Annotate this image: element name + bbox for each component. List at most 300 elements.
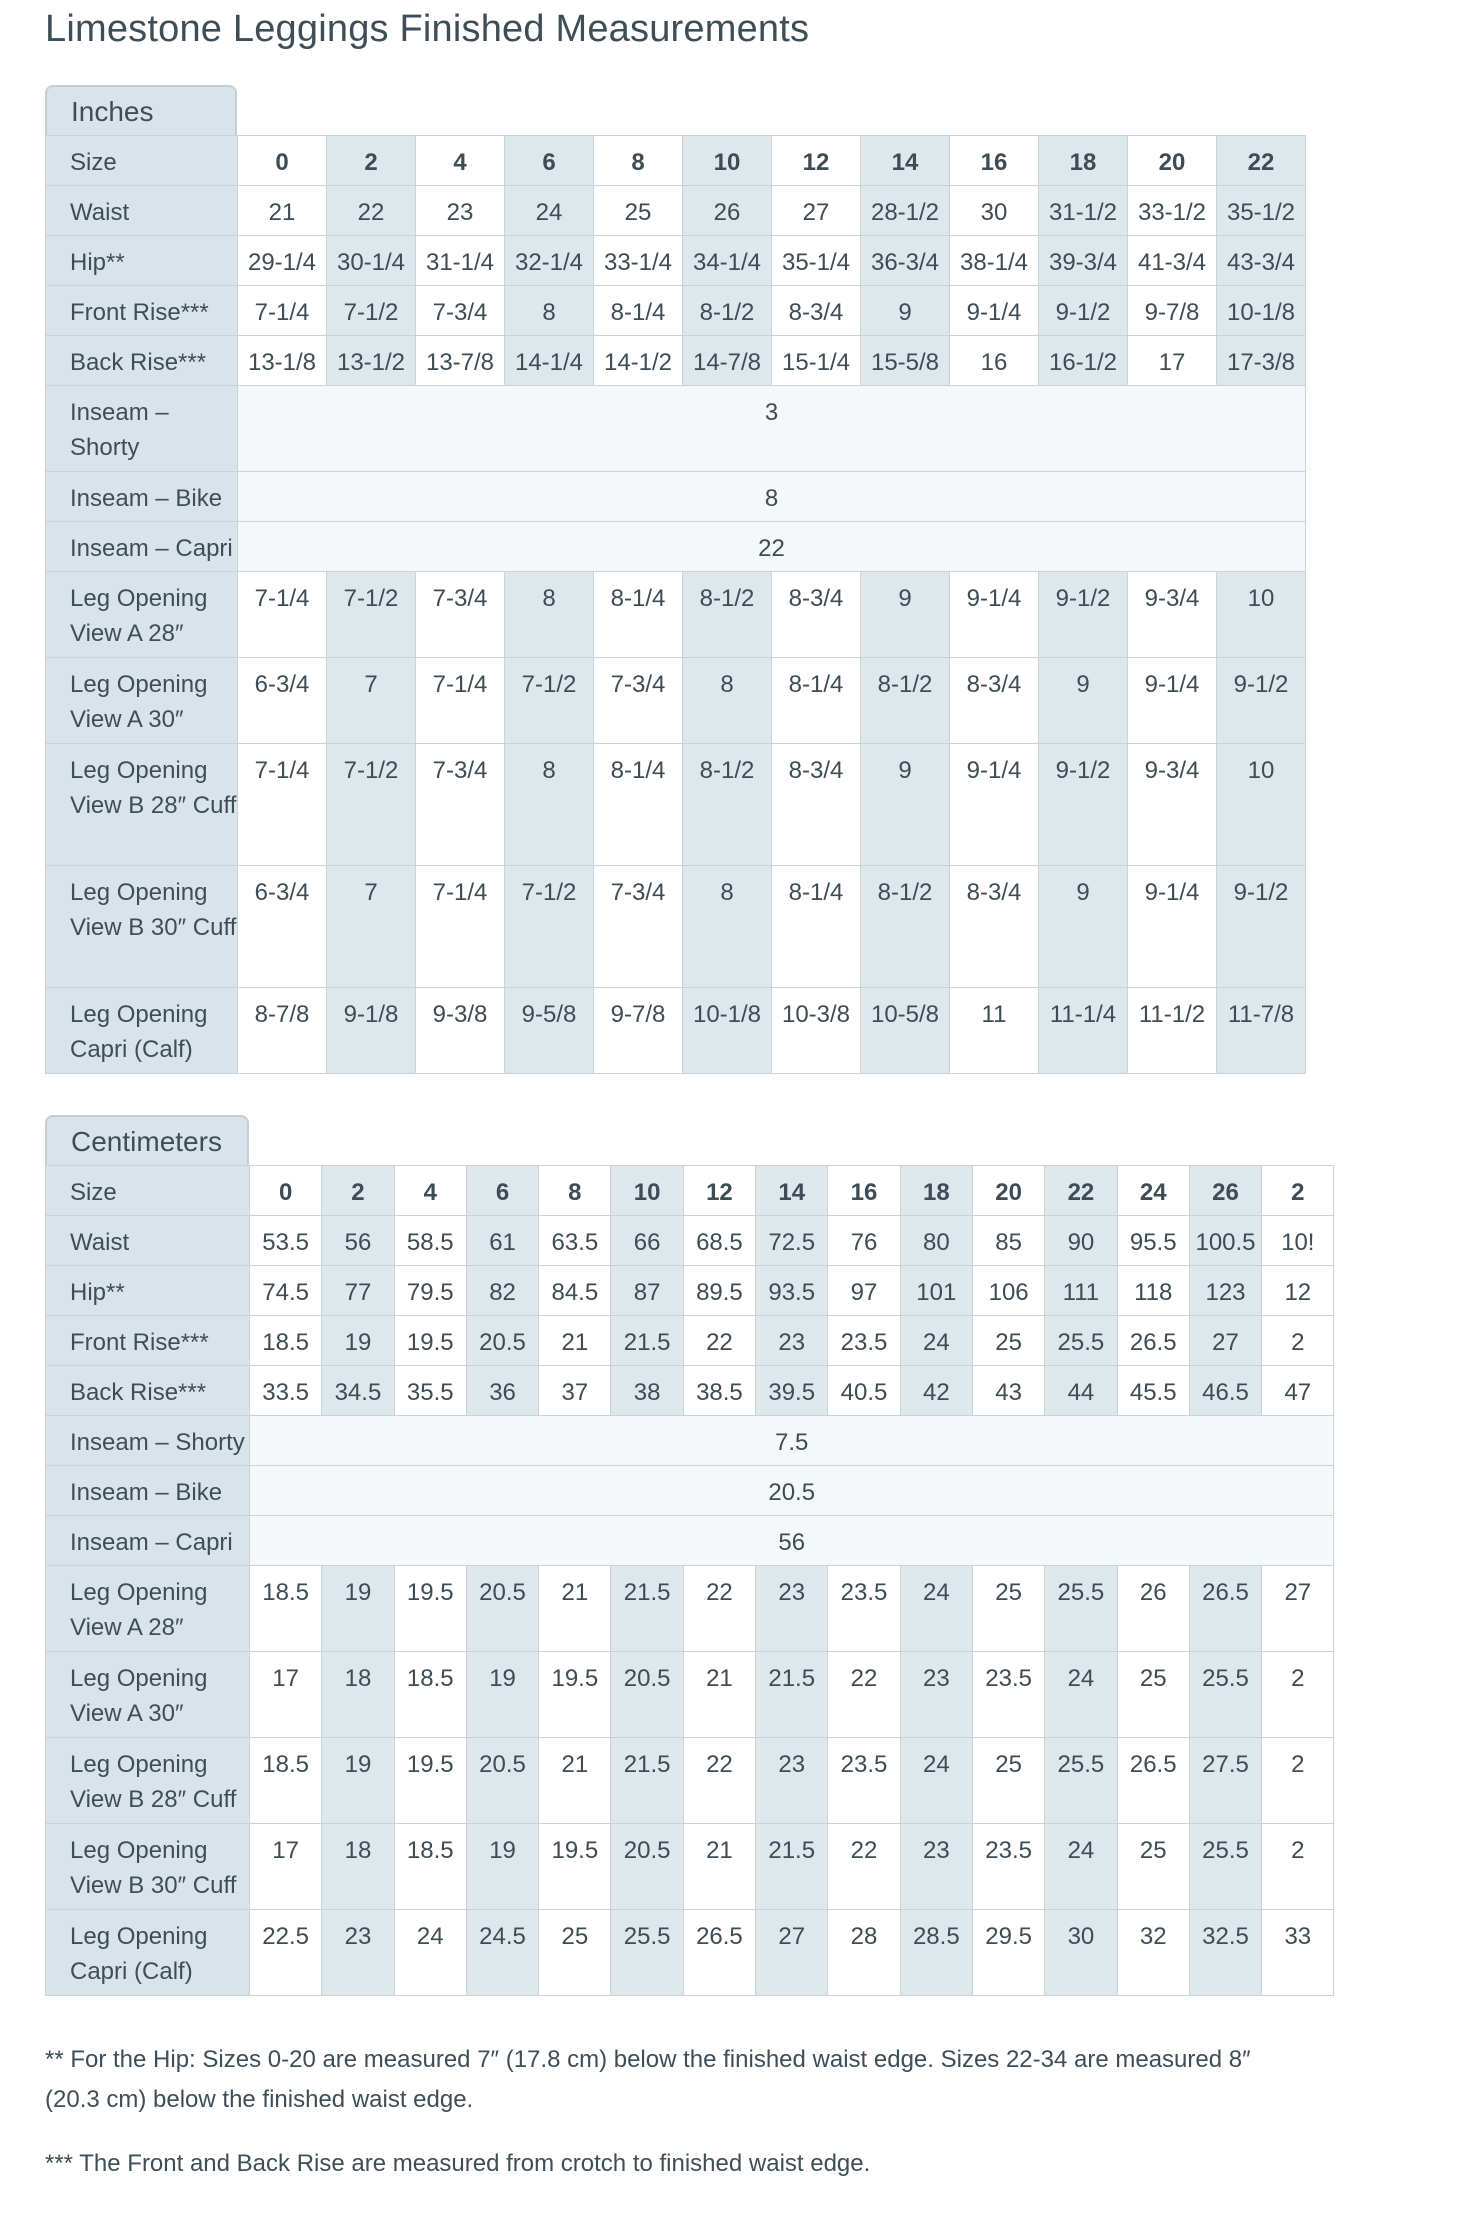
table-cell: 8 <box>505 572 594 658</box>
table-cell: 23 <box>416 186 505 236</box>
centimeters-row-leg-opening-capri-calf <box>46 1910 1334 1996</box>
table-cell: 9 <box>861 572 950 658</box>
inches-row-hip <box>46 236 1306 286</box>
table-cell: 17 <box>250 1824 322 1910</box>
inches-row-inseam-shorty <box>46 386 1306 472</box>
table-cell: 32-1/4 <box>505 236 594 286</box>
inches-table <box>45 135 1306 1074</box>
table-cell: 10-5/8 <box>861 988 950 1074</box>
table-cell: 24.5 <box>466 1910 538 1996</box>
inches-row-size <box>46 136 1306 186</box>
table-cell: 8 <box>539 1166 611 1216</box>
hip-footnote: ** For the Hip: Sizes 0-20 are measured 7″ (17.8 cm) below the finished waist edge. Sizes 22-34 are measured 8″ (20.3 cm) below the finished waist edge. <box>45 2046 1251 2113</box>
table-cell: 8-1/2 <box>683 744 772 866</box>
table-cell: 23.5 <box>972 1824 1044 1910</box>
table-cell: 61 <box>466 1216 538 1266</box>
table-cell: 90 <box>1045 1216 1117 1266</box>
row-label: Leg Opening View A 30″ <box>46 658 238 744</box>
centimeters-row-inseam-bike <box>46 1466 1334 1516</box>
table-cell: 8-3/4 <box>772 286 861 336</box>
table-cell: 9-5/8 <box>505 988 594 1074</box>
centimeters-row-waist <box>46 1216 1334 1266</box>
table-cell: 26.5 <box>1117 1738 1189 1824</box>
table-cell: 25 <box>594 186 683 236</box>
table-cell: 25.5 <box>1045 1738 1117 1824</box>
table-cell: 22 <box>238 522 1306 572</box>
table-cell: 13-1/2 <box>327 336 416 386</box>
table-cell: 19 <box>466 1652 538 1738</box>
inches-row-inseam-bike <box>46 472 1306 522</box>
table-cell: 31-1/2 <box>1039 186 1128 236</box>
row-label: Leg Opening View B 30″ Cuff <box>46 1824 250 1910</box>
table-cell: 23 <box>756 1566 828 1652</box>
table-cell: 8-1/2 <box>861 866 950 988</box>
table-cell: 30 <box>950 186 1039 236</box>
table-cell: 8-3/4 <box>772 572 861 658</box>
table-cell: 22 <box>327 186 416 236</box>
table-cell: 9 <box>861 744 950 866</box>
table-cell: 24 <box>1045 1824 1117 1910</box>
table-cell: 28.5 <box>900 1910 972 1996</box>
table-cell: 2 <box>1262 1652 1334 1738</box>
table-cell: 76 <box>828 1216 900 1266</box>
row-label: Hip** <box>46 1266 250 1316</box>
table-cell: 19.5 <box>539 1652 611 1738</box>
table-cell: 25 <box>1117 1652 1189 1738</box>
table-cell: 23 <box>900 1652 972 1738</box>
table-cell: 10-1/8 <box>1217 286 1306 336</box>
table-cell: 118 <box>1117 1266 1189 1316</box>
table-cell: 85 <box>972 1216 1044 1266</box>
row-label: Back Rise*** <box>46 1366 250 1416</box>
table-cell: 7-1/4 <box>416 866 505 988</box>
table-cell: 25.5 <box>1189 1824 1261 1910</box>
table-cell: 43 <box>972 1366 1044 1416</box>
table-cell: 20 <box>1128 136 1217 186</box>
table-cell: 8 <box>594 136 683 186</box>
table-cell: 33-1/4 <box>594 236 683 286</box>
table-cell: 8-1/4 <box>594 572 683 658</box>
table-cell: 23 <box>756 1316 828 1366</box>
table-cell: 68.5 <box>683 1216 755 1266</box>
table-cell: 33 <box>1262 1910 1334 1996</box>
table-cell: 17 <box>1128 336 1217 386</box>
table-cell: 10-1/8 <box>683 988 772 1074</box>
table-cell: 106 <box>972 1266 1044 1316</box>
centimeters-row-leg-opening-view-a-30 <box>46 1652 1334 1738</box>
table-cell: 18.5 <box>250 1566 322 1652</box>
table-cell: 34-1/4 <box>683 236 772 286</box>
rise-footnote: *** The Front and Back Rise are measured from crotch to finished waist edge. <box>45 2150 871 2177</box>
table-cell: 23 <box>322 1910 394 1996</box>
table-cell: 6 <box>466 1166 538 1216</box>
table-cell: 7-1/4 <box>416 658 505 744</box>
table-cell: 47 <box>1262 1366 1334 1416</box>
table-cell: 2 <box>1262 1824 1334 1910</box>
table-cell: 9-1/4 <box>950 744 1039 866</box>
table-cell: 11-7/8 <box>1217 988 1306 1074</box>
table-cell: 89.5 <box>683 1266 755 1316</box>
table-cell: 8-1/2 <box>683 572 772 658</box>
table-cell: 19 <box>322 1566 394 1652</box>
table-cell: 23 <box>756 1738 828 1824</box>
table-cell: 7-1/2 <box>327 572 416 658</box>
table-cell: 23.5 <box>828 1316 900 1366</box>
table-cell: 21 <box>539 1738 611 1824</box>
table-cell: 21.5 <box>611 1738 683 1824</box>
inches-row-inseam-capri <box>46 522 1306 572</box>
table-cell: 27 <box>1262 1566 1334 1652</box>
row-label: Leg Opening Capri (Calf) <box>46 1910 250 1996</box>
table-cell: 22 <box>828 1824 900 1910</box>
table-cell: 43-3/4 <box>1217 236 1306 286</box>
row-label: Waist <box>46 1216 250 1266</box>
table-cell: 9-3/4 <box>1128 744 1217 866</box>
table-cell: 26.5 <box>1189 1566 1261 1652</box>
table-cell: 7-1/2 <box>505 658 594 744</box>
table-cell: 8-7/8 <box>238 988 327 1074</box>
table-cell: 20.5 <box>466 1566 538 1652</box>
table-cell: 22 <box>683 1738 755 1824</box>
table-cell: 11-1/4 <box>1039 988 1128 1074</box>
table-cell: 21.5 <box>611 1316 683 1366</box>
table-cell: 25.5 <box>1045 1316 1117 1366</box>
table-cell: 26 <box>1189 1166 1261 1216</box>
table-cell: 21 <box>683 1824 755 1910</box>
table-cell: 8-1/4 <box>594 286 683 336</box>
table-cell: 8 <box>505 286 594 336</box>
centimeters-row-inseam-capri <box>46 1516 1334 1566</box>
table-cell: 2 <box>327 136 416 186</box>
table-cell: 12 <box>1262 1266 1334 1316</box>
table-cell: 7-1/4 <box>238 286 327 336</box>
table-cell: 63.5 <box>539 1216 611 1266</box>
table-cell: 8 <box>505 744 594 866</box>
table-cell: 19 <box>322 1316 394 1366</box>
table-cell: 21.5 <box>611 1566 683 1652</box>
table-cell: 15-5/8 <box>861 336 950 386</box>
table-cell: 11-1/2 <box>1128 988 1217 1074</box>
table-cell: 3 <box>238 386 1306 472</box>
table-cell: 19.5 <box>394 1566 466 1652</box>
table-cell: 28-1/2 <box>861 186 950 236</box>
table-cell: 123 <box>1189 1266 1261 1316</box>
table-cell: 33-1/2 <box>1128 186 1217 236</box>
table-cell: 32 <box>1117 1910 1189 1996</box>
table-cell: 10-3/8 <box>772 988 861 1074</box>
inches-row-leg-opening-view-a-28 <box>46 572 1306 658</box>
table-cell: 26.5 <box>683 1910 755 1996</box>
table-cell: 38-1/4 <box>950 236 1039 286</box>
centimeters-row-leg-opening-view-b-30-cuff <box>46 1824 1334 1910</box>
table-cell: 18 <box>900 1166 972 1216</box>
table-cell: 31-1/4 <box>416 236 505 286</box>
table-cell: 15-1/4 <box>772 336 861 386</box>
table-cell: 20.5 <box>466 1316 538 1366</box>
table-cell: 13-7/8 <box>416 336 505 386</box>
table-cell: 20 <box>972 1166 1044 1216</box>
row-label: Front Rise*** <box>46 286 238 336</box>
table-cell: 39.5 <box>756 1366 828 1416</box>
table-cell: 2 <box>1262 1166 1334 1216</box>
footnotes <box>45 2040 1305 2208</box>
table-cell: 56 <box>250 1516 1334 1566</box>
table-cell: 9-1/2 <box>1039 572 1128 658</box>
table-cell: 7-3/4 <box>594 658 683 744</box>
centimeters-row-hip <box>46 1266 1334 1316</box>
table-cell: 26 <box>1117 1566 1189 1652</box>
table-cell: 23.5 <box>828 1566 900 1652</box>
table-cell: 22 <box>683 1566 755 1652</box>
table-cell: 4 <box>394 1166 466 1216</box>
row-label: Leg Opening View A 30″ <box>46 1652 250 1738</box>
table-cell: 77 <box>322 1266 394 1316</box>
table-cell: 27 <box>756 1910 828 1996</box>
table-cell: 24 <box>900 1316 972 1366</box>
table-cell: 25.5 <box>611 1910 683 1996</box>
table-cell: 2 <box>1262 1738 1334 1824</box>
table-cell: 16 <box>950 336 1039 386</box>
table-cell: 7-3/4 <box>416 572 505 658</box>
table-cell: 9-1/4 <box>1128 866 1217 988</box>
table-cell: 24 <box>900 1738 972 1824</box>
table-cell: 97 <box>828 1266 900 1316</box>
inches-section <box>45 85 1305 1074</box>
row-label: Inseam – Capri <box>46 1516 250 1566</box>
row-label: Inseam – Bike <box>46 472 238 522</box>
centimeters-table <box>45 1165 1334 1996</box>
table-cell: 56 <box>322 1216 394 1266</box>
table-cell: 7-3/4 <box>594 866 683 988</box>
row-label: Back Rise*** <box>46 336 238 386</box>
table-cell: 16-1/2 <box>1039 336 1128 386</box>
table-cell: 9-1/2 <box>1039 744 1128 866</box>
table-cell: 36 <box>466 1366 538 1416</box>
row-label: Waist <box>46 186 238 236</box>
table-cell: 25 <box>539 1910 611 1996</box>
table-cell: 37 <box>539 1366 611 1416</box>
table-cell: 100.5 <box>1189 1216 1261 1266</box>
table-cell: 8 <box>683 866 772 988</box>
centimeters-tab: Centimeters <box>45 1115 249 1165</box>
table-cell: 0 <box>238 136 327 186</box>
table-cell: 14 <box>756 1166 828 1216</box>
table-cell: 33.5 <box>250 1366 322 1416</box>
inches-row-front-rise <box>46 286 1306 336</box>
table-cell: 9-3/8 <box>416 988 505 1074</box>
table-cell: 19.5 <box>394 1316 466 1366</box>
table-cell: 18.5 <box>250 1316 322 1366</box>
table-cell: 6 <box>505 136 594 186</box>
table-cell: 9-1/2 <box>1039 286 1128 336</box>
page-title: Limestone Leggings Finished Measurements <box>45 8 810 50</box>
table-cell: 58.5 <box>394 1216 466 1266</box>
centimeters-row-inseam-shorty <box>46 1416 1334 1466</box>
row-label: Size <box>46 1166 250 1216</box>
table-cell: 23.5 <box>828 1738 900 1824</box>
table-cell: 24 <box>1117 1166 1189 1216</box>
table-cell: 9 <box>861 286 950 336</box>
table-cell: 22 <box>828 1652 900 1738</box>
table-cell: 38 <box>611 1366 683 1416</box>
table-cell: 29.5 <box>972 1910 1044 1996</box>
table-cell: 16 <box>950 136 1039 186</box>
table-cell: 18.5 <box>394 1824 466 1910</box>
table-cell: 7 <box>327 866 416 988</box>
table-cell: 21 <box>683 1652 755 1738</box>
table-cell: 19 <box>466 1824 538 1910</box>
table-cell: 14-7/8 <box>683 336 772 386</box>
table-cell: 14-1/2 <box>594 336 683 386</box>
table-cell: 20.5 <box>250 1466 1334 1516</box>
table-cell: 30 <box>1045 1910 1117 1996</box>
table-cell: 26 <box>683 186 772 236</box>
table-cell: 9 <box>1039 866 1128 988</box>
inches-row-leg-opening-capri-calf <box>46 988 1306 1074</box>
table-cell: 27 <box>772 186 861 236</box>
table-cell: 24 <box>900 1566 972 1652</box>
table-cell: 24 <box>394 1910 466 1996</box>
table-cell: 7-1/2 <box>327 744 416 866</box>
table-cell: 14 <box>861 136 950 186</box>
table-cell: 38.5 <box>683 1366 755 1416</box>
table-cell: 8-1/2 <box>861 658 950 744</box>
table-cell: 19.5 <box>394 1738 466 1824</box>
table-cell: 21 <box>238 186 327 236</box>
table-cell: 9-3/4 <box>1128 572 1217 658</box>
table-cell: 8-3/4 <box>772 744 861 866</box>
row-label: Front Rise*** <box>46 1316 250 1366</box>
table-cell: 111 <box>1045 1266 1117 1316</box>
table-cell: 18 <box>1039 136 1128 186</box>
table-cell: 26.5 <box>1117 1316 1189 1366</box>
table-cell: 12 <box>772 136 861 186</box>
row-label: Inseam – Bike <box>46 1466 250 1516</box>
table-cell: 8-1/4 <box>772 658 861 744</box>
table-cell: 19 <box>322 1738 394 1824</box>
row-label: Inseam – Capri <box>46 522 238 572</box>
table-cell: 21.5 <box>756 1652 828 1738</box>
table-cell: 20.5 <box>611 1652 683 1738</box>
table-cell: 25 <box>972 1316 1044 1366</box>
table-cell: 19.5 <box>539 1824 611 1910</box>
table-cell: 6-3/4 <box>238 866 327 988</box>
table-cell: 8 <box>683 658 772 744</box>
table-cell: 13-1/8 <box>238 336 327 386</box>
table-cell: 6-3/4 <box>238 658 327 744</box>
table-cell: 29-1/4 <box>238 236 327 286</box>
inches-row-leg-opening-view-a-30 <box>46 658 1306 744</box>
table-cell: 32.5 <box>1189 1910 1261 1996</box>
table-cell: 2 <box>322 1166 394 1216</box>
centimeters-row-leg-opening-view-a-28 <box>46 1566 1334 1652</box>
table-cell: 35-1/2 <box>1217 186 1306 236</box>
table-cell: 8-1/2 <box>683 286 772 336</box>
table-cell: 20.5 <box>611 1824 683 1910</box>
table-cell: 10 <box>683 136 772 186</box>
table-cell: 22 <box>1217 136 1306 186</box>
table-cell: 14-1/4 <box>505 336 594 386</box>
inches-row-back-rise <box>46 336 1306 386</box>
table-cell: 24 <box>1045 1652 1117 1738</box>
table-cell: 9-1/4 <box>950 572 1039 658</box>
table-cell: 39-3/4 <box>1039 236 1128 286</box>
table-cell: 21.5 <box>756 1824 828 1910</box>
inches-row-leg-opening-view-b-30-cuff <box>46 866 1306 988</box>
row-label: Size <box>46 136 238 186</box>
table-cell: 8-1/4 <box>594 744 683 866</box>
table-cell: 9 <box>1039 658 1128 744</box>
table-cell: 84.5 <box>539 1266 611 1316</box>
table-cell: 25 <box>972 1566 1044 1652</box>
table-cell: 8-3/4 <box>950 866 1039 988</box>
row-label: Leg Opening Capri (Calf) <box>46 988 238 1074</box>
table-cell: 21 <box>539 1316 611 1366</box>
table-cell: 25 <box>972 1738 1044 1824</box>
table-cell: 35-1/4 <box>772 236 861 286</box>
table-cell: 7-1/2 <box>327 286 416 336</box>
table-cell: 25 <box>1117 1824 1189 1910</box>
table-cell: 24 <box>505 186 594 236</box>
table-cell: 36-3/4 <box>861 236 950 286</box>
centimeters-row-leg-opening-view-b-28-cuff <box>46 1738 1334 1824</box>
table-cell: 2 <box>1262 1316 1334 1366</box>
table-cell: 9-7/8 <box>594 988 683 1074</box>
table-cell: 9-1/4 <box>950 286 1039 336</box>
table-cell: 87 <box>611 1266 683 1316</box>
table-cell: 23 <box>900 1824 972 1910</box>
table-cell: 27.5 <box>1189 1738 1261 1824</box>
table-cell: 20.5 <box>466 1738 538 1824</box>
inches-row-leg-opening-view-b-28-cuff <box>46 744 1306 866</box>
row-label: Leg Opening View B 28″ Cuff <box>46 744 238 866</box>
table-cell: 7-1/4 <box>238 572 327 658</box>
row-label: Leg Opening View A 28″ <box>46 1566 250 1652</box>
table-cell: 16 <box>828 1166 900 1216</box>
table-cell: 18.5 <box>394 1652 466 1738</box>
table-cell: 35.5 <box>394 1366 466 1416</box>
table-cell: 66 <box>611 1216 683 1266</box>
table-cell: 80 <box>900 1216 972 1266</box>
table-cell: 79.5 <box>394 1266 466 1316</box>
table-cell: 53.5 <box>250 1216 322 1266</box>
centimeters-row-front-rise <box>46 1316 1334 1366</box>
table-cell: 9-1/4 <box>1128 658 1217 744</box>
table-cell: 9-1/2 <box>1217 866 1306 988</box>
table-cell: 82 <box>466 1266 538 1316</box>
table-cell: 18 <box>322 1652 394 1738</box>
table-cell: 25.5 <box>1189 1652 1261 1738</box>
table-cell: 10! <box>1262 1216 1334 1266</box>
table-cell: 11 <box>950 988 1039 1074</box>
table-cell: 28 <box>828 1910 900 1996</box>
table-cell: 44 <box>1045 1366 1117 1416</box>
row-label: Leg Opening View A 28″ <box>46 572 238 658</box>
centimeters-section <box>45 1115 1315 1996</box>
row-label: Hip** <box>46 236 238 286</box>
table-cell: 7-3/4 <box>416 744 505 866</box>
table-cell: 7.5 <box>250 1416 1334 1466</box>
table-cell: 9-1/2 <box>1217 658 1306 744</box>
table-cell: 10 <box>1217 744 1306 866</box>
centimeters-row-size <box>46 1166 1334 1216</box>
table-cell: 27 <box>1189 1316 1261 1366</box>
table-cell: 18 <box>322 1824 394 1910</box>
inches-row-waist <box>46 186 1306 236</box>
table-cell: 18.5 <box>250 1738 322 1824</box>
table-cell: 40.5 <box>828 1366 900 1416</box>
row-label: Leg Opening View B 30″ Cuff <box>46 866 238 988</box>
